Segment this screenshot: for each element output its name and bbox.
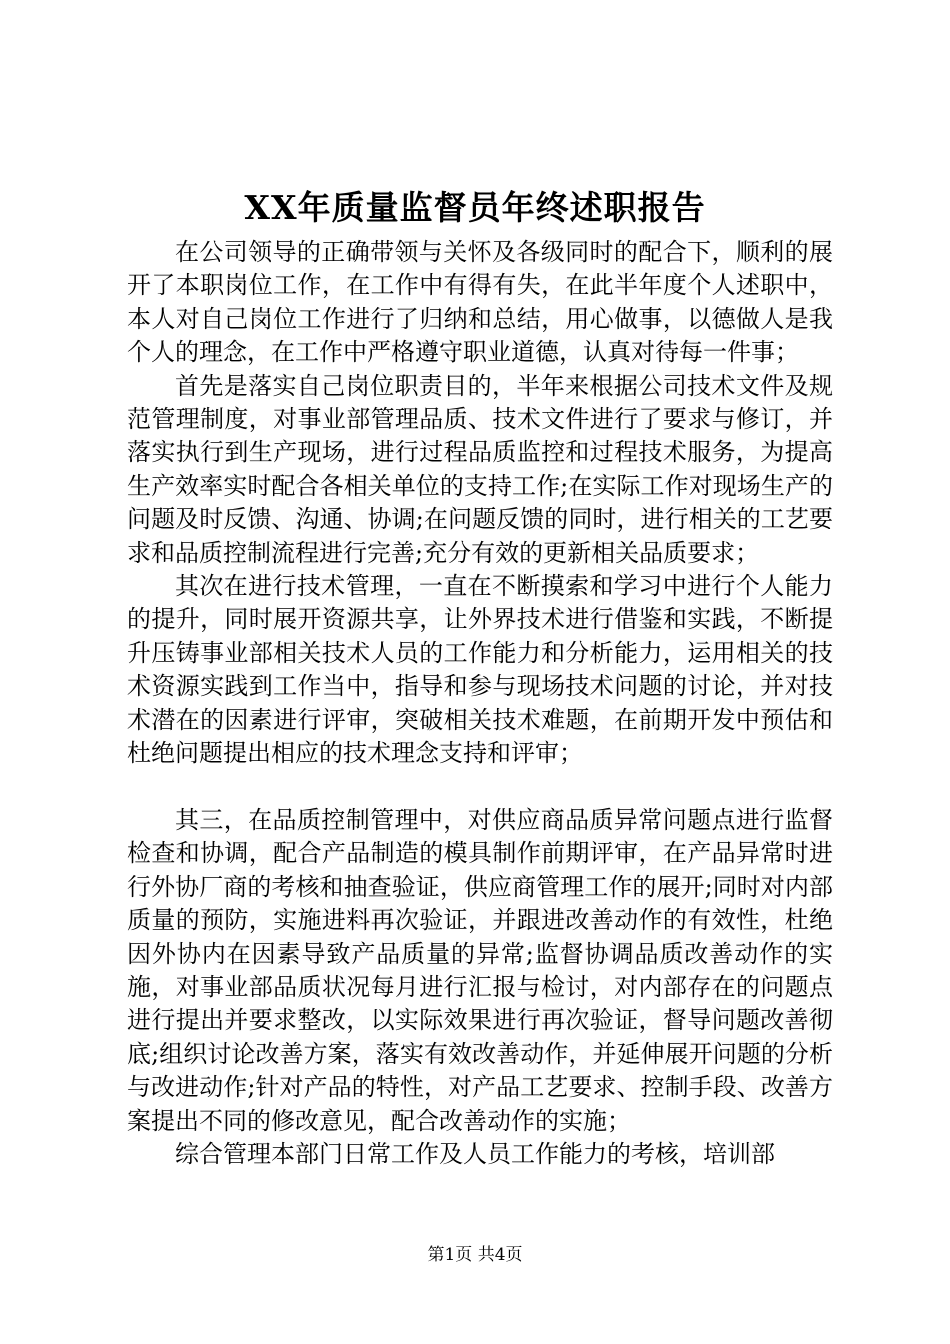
document-title: XX年质量监督员年终述职报告 <box>244 188 706 227</box>
paragraph-technical-management: 其次在进行技术管理，一直在不断摸索和学习中进行个人能力的提升，同时展开资源共享，让外界技术进行借鉴和实践，不断提升压铸事业部相关技术人员的工作能力和分析能力，运用相关的技术资源实践到工作当中，指导和参与现场技术问题的讨论，并对技术潜在的因素进行评审，突破相关技术难题，在前期开发中预估和杜绝问题提出相应的技术理念支持和评审； <box>127 572 833 768</box>
paragraph-general-management: 综合管理本部门日常工作及人员工作能力的考核，培训部 <box>175 1139 775 1168</box>
paragraph-quality-control: 其三，在品质控制管理中，对供应商品质异常问题点进行监督检查和协调，配合产品制造的模具制作前期评审，在产品异常时进行外协厂商的考核和抽查验证，供应商管理工作的展开;同时对内部质量的预防，实施进料再次验证，并跟进改善动作的有效性，杜绝因外协内在因素导致产品质量的异常;监督协调品质改善动作的实施，对事业部品质状况每月进行汇报与检讨，对内部存在的问题点进行提出并要求整改，以实际效果进行再次验证，督导问题改善彻底;组织讨论改善方案，落实有效改善动作，并延伸展开问题的分析与改进动作;针对产品的特性，对产品工艺要求、控制手段、改善方案提出不同的修改意见，配合改善动作的实施； <box>127 805 833 1135</box>
page-number-footer: 第1页 共4页 <box>427 1245 523 1265</box>
paragraph-first-duty: 首先是落实自己岗位职责目的，半年来根据公司技术文件及规范管理制度，对事业部管理品质、技术文件进行了要求与修订，并落实执行到生产现场，进行过程品质监控和过程技术服务，为提高生产效率实时配合各相关单位的支持工作;在实际工作对现场生产的问题及时反馈、沟通、协调;在问题反馈的同时，进行相关的工艺要求和品质控制流程进行完善;充分有效的更新相关品质要求； <box>127 371 833 567</box>
paragraph-intro: 在公司领导的正确带领与关怀及各级同时的配合下，顺利的展开了本职岗位工作，在工作中有得有失，在此半年度个人述职中，本人对自己岗位工作进行了归纳和总结，用心做事，以德做人是我个人的理念，在工作中严格遵守职业道德，认真对待每一件事； <box>127 238 833 367</box>
document-body <box>127 236 833 1171</box>
